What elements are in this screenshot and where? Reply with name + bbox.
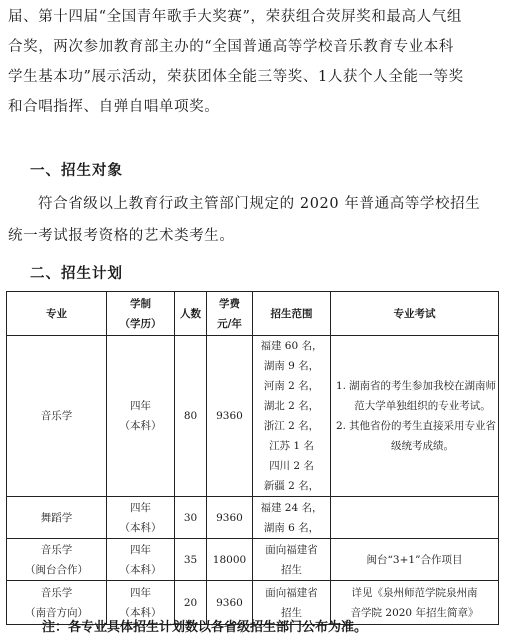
- row-1-duration: [107, 336, 175, 497]
- row-4-fee: 9360: [207, 581, 253, 625]
- row-3-major-line-1: 音乐学: [40, 543, 73, 556]
- row-1-scope-item: 江苏 1 名: [269, 440, 314, 452]
- intro-line-2: 合奖，两次参加教育部主办的“全国普通高等学校音乐教育专业本科: [8, 39, 454, 55]
- row-1-duration-line-2: （本科）: [119, 420, 162, 432]
- row-4-major-line-1: 音乐学: [40, 586, 73, 599]
- row-1-fee: 9360: [207, 336, 253, 497]
- header-fee: [207, 292, 253, 336]
- header-fee-line-1: 学费: [219, 297, 240, 310]
- row-4-scope-item: 面向福建省: [265, 586, 318, 599]
- header-duration: [107, 292, 175, 336]
- row-1-major: 音乐学: [7, 336, 107, 497]
- header-duration-line-1: 学制: [130, 297, 151, 310]
- row-2-scope-item: 福建 24 名，: [260, 501, 323, 514]
- intro-line-3: 学生基本功”展示活动，荣获团体全能三等奖、1人获个人全能一等奖: [8, 69, 464, 85]
- row-1-scope: [253, 336, 331, 497]
- row-2-count: 30: [175, 497, 207, 539]
- row-4-duration-line-2: （本科）: [119, 606, 162, 619]
- row-4-exam-line-1: 详见《泉州师范学院泉州南: [351, 586, 478, 599]
- row-2-major: 舞蹈学: [7, 497, 107, 539]
- row-4-scope-item: 招生: [281, 606, 302, 619]
- row-1-scope-item: 四川 2 名: [269, 460, 314, 472]
- row-4-count: 20: [175, 581, 207, 625]
- row-2-duration-line-2: （本科）: [119, 521, 162, 534]
- row-1-count: 80: [175, 336, 207, 497]
- enrollment-plan-table: [6, 291, 499, 625]
- row-4-major-line-2: （南音方向）: [25, 606, 88, 619]
- table-row: [7, 539, 499, 581]
- row-1-scope-item: 福建 60 名，: [260, 340, 323, 352]
- row-3-scope-item: 面向福建省: [265, 543, 318, 556]
- row-1-scope-item: 河南 2 名，: [263, 380, 320, 392]
- intro-line-1: 届、第十四届“全国青年歌手大奖赛”，荣获组合荧屏奖和最高人气组: [8, 9, 462, 25]
- row-1-duration-line-1: 四年: [130, 400, 151, 412]
- header-exam: 专业考试: [331, 292, 499, 336]
- table-row: [7, 336, 499, 497]
- row-3-scope: [253, 539, 331, 581]
- section-2-heading: 二、招生计划: [30, 266, 123, 282]
- header-fee-line-2: 元/年: [217, 317, 242, 330]
- exam-item-text: 其他省份的考生直接采用专业省级统考成绩。: [349, 420, 496, 452]
- row-1-scope-item: 湖北 2 名，: [263, 400, 320, 412]
- row-3-duration: [107, 539, 175, 581]
- intro-line-4: 和合唱指挥、自弹自唱单项奖。: [8, 99, 220, 115]
- row-2-fee: 9360: [207, 497, 253, 539]
- row-3-scope-item: 招生: [281, 563, 302, 576]
- row-4-exam-line-2: 音学院 2020 年招生简章》: [350, 606, 479, 619]
- row-3-duration-line-2: （本科）: [119, 563, 162, 576]
- header-duration-line-2: （学历）: [119, 317, 162, 330]
- section-1-line-2: 统一考试报考资格的艺术类考生。: [8, 228, 235, 244]
- row-3-fee: 18000: [207, 539, 253, 581]
- section-1-heading: 一、招生对象: [30, 163, 123, 179]
- exam-item: [333, 416, 496, 456]
- row-3-duration-line-1: 四年: [130, 543, 151, 556]
- row-4-duration-line-1: 四年: [130, 586, 151, 599]
- row-2-scope-item: 湖南 6 名，: [263, 521, 320, 534]
- exam-item-number: 2.: [335, 420, 347, 432]
- row-3-exam: 闽台“3+1”合作项目: [331, 539, 499, 581]
- exam-item-text: 湖南省的考生参加我校在湖南师范大学单独组织的专业考试。: [349, 380, 496, 412]
- row-1-scope-item: 湖南 9 名，: [263, 360, 320, 372]
- row-1-scope-item: 浙江 2 名，: [263, 420, 320, 432]
- row-2-duration-line-1: 四年: [130, 501, 151, 514]
- row-1-exam: [331, 336, 499, 497]
- row-3-major-line-2: （闽台合作）: [25, 563, 88, 576]
- table-row: [7, 497, 499, 539]
- row-2-scope: [253, 497, 331, 539]
- exam-item-number: 1.: [335, 380, 347, 392]
- row-2-duration: [107, 497, 175, 539]
- row-3-count: 35: [175, 539, 207, 581]
- exam-item: [333, 376, 496, 416]
- intro-paragraph: [8, 2, 500, 122]
- table-header-row: [7, 292, 499, 336]
- header-major: 专业: [7, 292, 107, 336]
- header-count: 人数: [175, 292, 207, 336]
- header-scope: 招生范围: [253, 292, 331, 336]
- footnote: 注：各专业具体招生计划数以各省级招生部门公布为准。: [42, 620, 368, 635]
- row-2-exam: [331, 497, 499, 539]
- row-3-major: [7, 539, 107, 581]
- row-1-scope-item: 新疆 2 名，: [263, 480, 320, 492]
- section-1-line-1: 符合省级以上教育行政主管部门规定的 2020 年普通高等学校招生: [38, 196, 481, 212]
